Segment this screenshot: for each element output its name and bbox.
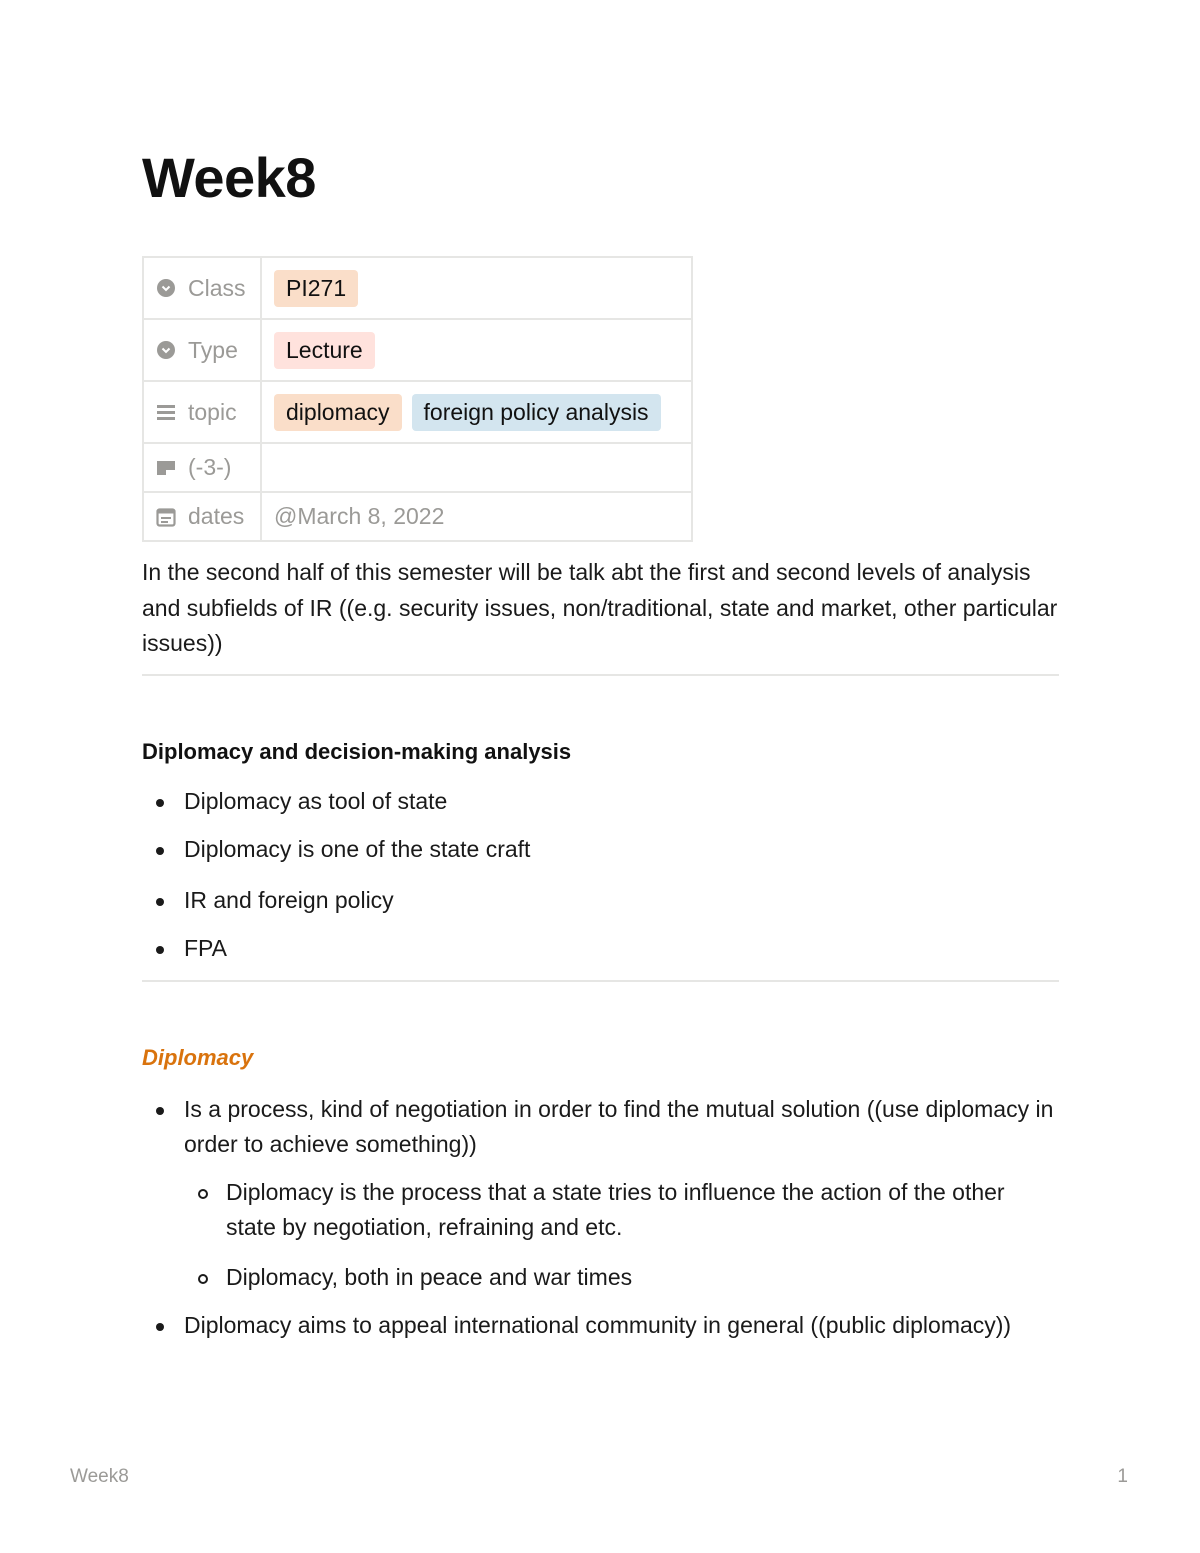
properties-table <box>142 256 693 542</box>
list-item: Diplomacy is one of the state craft <box>142 832 1059 867</box>
property-label: (-3-) <box>188 454 232 480</box>
topic-tag-fpa[interactable]: foreign policy analysis <box>412 394 661 431</box>
topic-tag-diplomacy[interactable]: diplomacy <box>274 394 402 431</box>
bullet-list-section2 <box>142 1092 1059 1343</box>
footer-page-number: 1 <box>1117 1466 1128 1487</box>
property-label: topic <box>188 398 237 425</box>
property-value-type[interactable] <box>261 319 692 381</box>
list-item: FPA <box>142 931 1059 966</box>
page-title: Week8 <box>142 146 316 209</box>
property-value-dates[interactable] <box>261 492 692 541</box>
sub-bullet-list <box>184 1175 1059 1295</box>
property-value-topic[interactable] <box>261 381 692 443</box>
sub-list-item: Diplomacy is the process that a state tries to influence the action of the other state by negotiation, refraining and etc. <box>184 1175 1059 1245</box>
property-value-class[interactable] <box>261 257 692 319</box>
property-row-dates <box>143 492 692 541</box>
intro-paragraph: In the second half of this semester will be talk abt the first and second levels of analysis and subfields of IR ((e.g. security issues, non/traditional, state and market, other particular issues)) <box>142 559 1058 656</box>
property-label: dates <box>188 503 245 529</box>
calendar-icon <box>156 507 176 527</box>
property-row-type <box>143 319 692 381</box>
divider <box>142 674 1059 676</box>
multi-select-icon <box>156 402 176 422</box>
list-item: IR and foreign policy <box>142 883 1059 918</box>
divider <box>142 980 1059 982</box>
text-property-icon <box>156 458 176 478</box>
property-value-3[interactable] <box>261 443 692 492</box>
property-label: Type <box>188 336 238 363</box>
class-tag[interactable]: PI271 <box>274 270 358 307</box>
select-icon <box>156 278 176 298</box>
footer-doc-name: Week8 <box>70 1466 129 1487</box>
property-row-topic <box>143 381 692 443</box>
type-tag[interactable]: Lecture <box>274 332 375 369</box>
date-value: @March 8, 2022 <box>274 503 445 529</box>
bullet-list-section1 <box>142 784 1059 966</box>
property-row-3 <box>143 443 692 492</box>
section-heading-diplomacy-decision: Diplomacy and decision-making analysis <box>142 739 572 764</box>
list-item: Diplomacy as tool of state <box>142 784 1059 819</box>
list-item-text: Is a process, kind of negotiation in order to find the mutual solution ((use diplomacy in order to achieve something)) <box>184 1096 1054 1157</box>
select-icon <box>156 340 176 360</box>
list-item <box>142 1092 1059 1295</box>
property-label: Class <box>188 274 246 301</box>
list-item: Diplomacy aims to appeal international community in general ((public diplomacy)) <box>142 1308 1059 1343</box>
section-heading-diplomacy: Diplomacy <box>142 1045 254 1070</box>
sub-list-item: Diplomacy, both in peace and war times <box>184 1260 1059 1295</box>
property-row-class <box>143 257 692 319</box>
